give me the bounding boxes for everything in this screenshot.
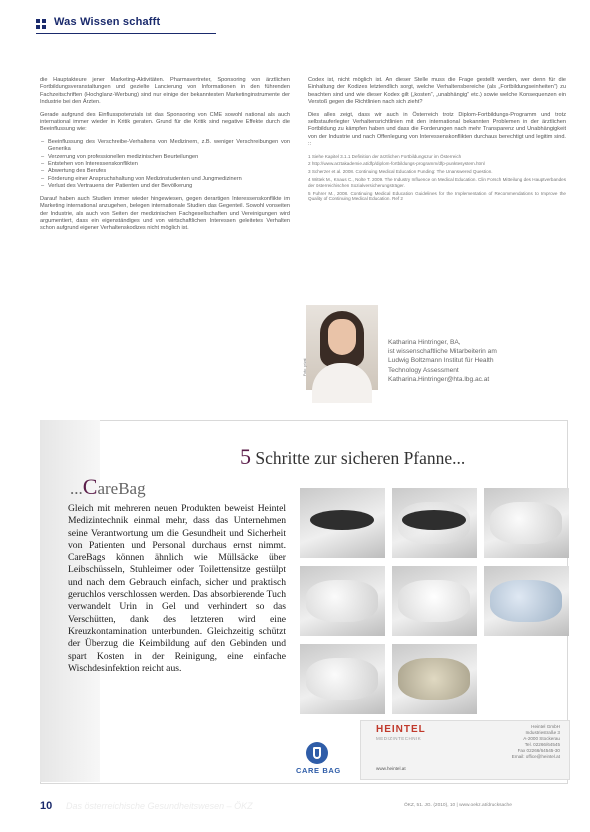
ad-headline-text: Schritte zur sicheren Pfanne...: [251, 448, 466, 468]
contact-line: Fax 02266/64545-30: [517, 748, 560, 753]
author-bio: [388, 338, 568, 384]
footnote: 5 Fuhrer M., 2008. Continuing Medical Education Guidelines for the Implementation of Recommendations to Improve the Quality of Continuing Medical Education. Ref 2: [308, 190, 566, 202]
heintel-logo: HEINTEL: [376, 724, 426, 735]
paragraph: Codex ist, nicht möglich ist. An dieser Stelle muss die Frage gestellt werden, wer denn für die Einhaltung der Kodizes letztendlich sorgt, welche Verhaltensbereiche (als „Fortbildungseinheiten“) zu beachten sind und wie dieser Kodex gilt („kosten“, „unabhängig“ etc.) sowie welche Konsequenzen ein Verstoß gegen die Richtlinien nach sich zieht?: [308, 77, 566, 106]
step-photo: [300, 566, 385, 636]
author-role: ist wissenschaftliche Mitarbeiterin am: [388, 348, 497, 356]
heintel-url[interactable]: www.heintel.at: [376, 766, 406, 771]
footnote: 3 Scherzer et al. 2008. Continuing Medical Education Funding: The Unanswered Question.: [308, 169, 493, 175]
list-item: – Verlust des Vertrauens der Patienten und der Bevölkerung: [48, 183, 290, 190]
heintel-sub: MEDIZINTECHNIK: [376, 736, 422, 741]
footnote: 4 Wittek M., Knaus C., Nolte T. 2009. The Industry Influence on Medical Education. Clin Forsch Mitteilung des Hauptverbandes der österreichischen Sozialversicherungsträger.: [308, 177, 566, 188]
list-item: – Abwertung des Berufes: [48, 168, 290, 175]
paragraph: die Hauptakteure jener Marketing-Aktivitäten. Pharmavertreter, Sponsoring von ärztlichen Fortbildungsveranstaltungen und gezielte Lancierung von Informationen in den führenden Fachzeitschriften (Hochglanz-Werbung) sind nur einige der bekanntesten Marketinginstrumente der Industrie bei den Ärzten.: [40, 77, 290, 106]
footnote: 2 http://www.arztakademie.at/dfp/diplom-fortbildungs-programm/dfp-punktesystem.html: [308, 161, 485, 167]
author-email: Katharina.Hintringer@hta.lbg.ac.at: [388, 375, 490, 383]
section-title: Was Wissen schafft: [54, 16, 161, 28]
ad-headline-number: 5: [240, 444, 251, 469]
brand-initial: C: [82, 474, 98, 499]
carebag-logo-text: CARE BAG: [296, 766, 341, 775]
ad-body-text: Gleich mit mehreren neuen Produkten beweist Heintel Medizintechnik einmal mehr, dass das Unternehmen seine Verantwortung um die Gesundheit und Sicherheit von Patienten und Personal durchaus ernst nimmt. CareBags können ähnlich wie Müllsäcke über Leibschüsseln, Stuhleimer oder Toilettensitze gestülpt und nach dem Gebrauch einfach, sicher und praktisch geruchlos verschlossen werden. Das absorbierende Tuch verwandelt Urin in Gel und verhindert so das Verschütten, dank des letzteren wird eine Kreuzkontamination unterbunden. Gleichzeitig schützt der Überzug die Keimbildung auf den Gebinden und spart Kosten in der Reinigung, eine einfache Wischdesinfektion reicht aus.: [68, 503, 286, 674]
footnotes: [308, 154, 566, 203]
paragraph: Darauf haben auch Studien immer wieder hingewiesen, gegen derartigen Interessenskonflikte im Marketing international anzugehen, belegen internationale Studien das Gegenteil. Sowohl vonseiten der Industrie, als auch von Seiten der medizinischen Fachgesellschaften und Vereinigungen wird argumentiert, dass ein eigenständiges und von wirtschaftlichen Interessen geleitetes Verhalten schon aufgrund eigener Verhaltenskodizes nicht möglich ist.: [40, 195, 290, 232]
step-photo: [392, 566, 477, 636]
paragraph: Gerade aufgrund des Einflusspotenzials ist das Sponsoring von CME sowohl national als auch international immer wieder in Kritik geraten. Grund für die Kritik sind negative Effekte durch die Beeinflussung wie:: [40, 111, 290, 133]
step-photo: [300, 488, 385, 558]
header-rule: [36, 33, 216, 34]
author-name: Katharina Hintringer, BA,: [388, 339, 461, 346]
step-photo: [300, 644, 385, 714]
author-institute-cont: Technology Assessment: [388, 366, 459, 374]
photo-credit: Foto: privat: [303, 358, 307, 376]
list-item: – Förderung einer Anspruchshaltung von Medizinstudenten und Jungmedizinern: [48, 176, 290, 183]
step-photo: [484, 488, 569, 558]
contact-line: A-2000 Stockerau: [523, 736, 560, 741]
article-left-column: [40, 77, 290, 238]
list-item: – Verzerrung von professionellen medizinischen Beurteilungen: [48, 154, 290, 161]
list-item: – Beeinflussung des Verschreibe-Verhaltens von Medizinern, z.B. weniger Verschreibungen von Generika: [48, 139, 290, 154]
carebag-logo-icon: [306, 742, 328, 764]
author-institute: Ludwig Boltzmann Institut für Health: [388, 357, 494, 365]
article-right-column: [308, 77, 566, 204]
contact-block: [460, 724, 560, 760]
contact-line: Heintel GmbH: [531, 724, 560, 729]
contact-line: Email: office@heintel.at: [511, 754, 560, 759]
footer-issue-info: ÖKZ, 51. JG. (2010), 10 | www.oekz.at/drucksache: [404, 803, 512, 808]
step-photo-grid: [300, 488, 570, 714]
step-photo: [392, 644, 477, 714]
contact-line: Industriestraße 3: [525, 730, 560, 735]
step-photo: [484, 566, 569, 636]
brand-rest: areBag: [97, 479, 146, 498]
effects-list: [40, 139, 290, 191]
list-item: – Entstehen von Interessenskonflikten: [48, 161, 290, 168]
section-bullet-icon: [36, 19, 48, 29]
paragraph: Dies alles zeigt, dass wir auch in Österreich trotz Diplom-Fortbildungs-Programm und trotz selbstauferlegter Verhaltensrichtlinien mit den international bekannten Problemen in der ärztlichen Fortbildung zu kämpfen haben und dass die Forderungen nach mehr Transparenz und Unabhängigkeit von der Industrie und nach Offenlegung von Interessenskonflikten durchaus berechtigt und legitim sind. ::: [308, 111, 566, 148]
ad-headline: [240, 444, 465, 470]
ad-brand: [70, 474, 146, 500]
page-number: 10: [40, 800, 53, 812]
footer-tagline: Das österreichische Gesundheitswesen – ÖKZ: [66, 801, 253, 811]
contact-line: Tel. 02266/64545: [524, 742, 560, 747]
author-photo: [303, 305, 378, 390]
footnote: 1 Siehe Kapitel 3.1.1 Definition der ärztlichen Fortbildungszur im Österreich: [308, 153, 462, 159]
step-photo: [392, 488, 477, 558]
brand-prefix: ...: [70, 479, 83, 498]
